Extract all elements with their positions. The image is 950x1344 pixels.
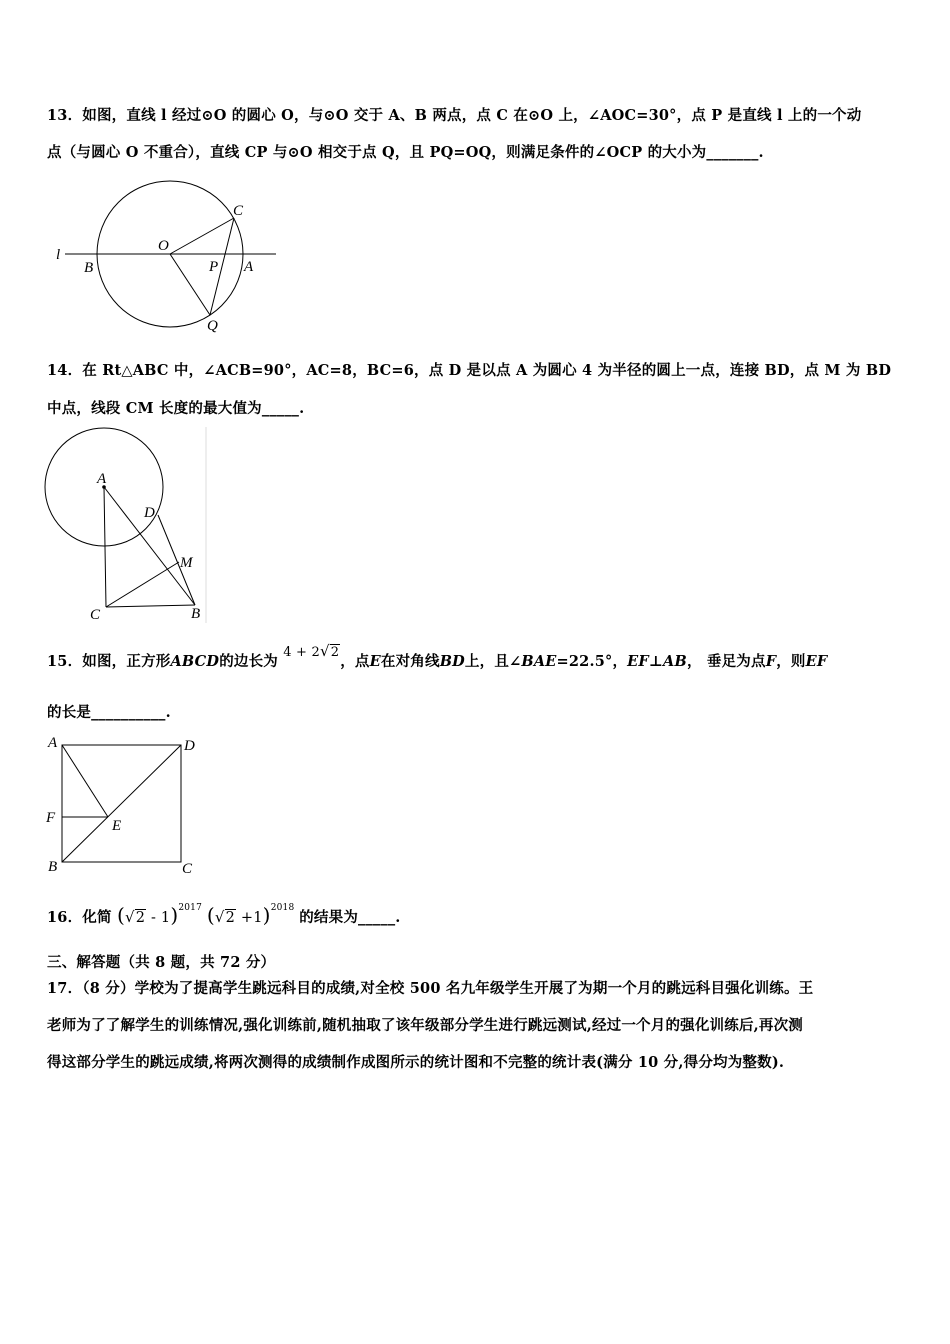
q13-segment-oq <box>170 254 210 315</box>
q13-line2: 点（与圆心 O 不重合），直线 CP 与⊙O 相交于点 Q，且 PQ=OQ，则满足条件的∠OCP 的大小为_______. <box>47 144 764 161</box>
q15-line2: 的长是__________. <box>47 704 171 721</box>
q17-line3: 得这部分学生的跳远成绩,将两次测得的成绩制作成图所示的统计图和不完整的统计表(满分 10 分,得分均为整数). <box>47 1054 785 1071</box>
q14-line2: 中点，线段 CM 长度的最大值为_____. <box>47 400 305 417</box>
q13-figure <box>50 178 290 338</box>
q15-label-d: D <box>184 738 195 754</box>
q17-line1: 17．（8 分）学校为了提高学生跳远科目的成绩,对全校 500 名九年级学生开展了为期一个月的跳远科目强化训练。王 <box>47 980 814 997</box>
q14-label-c: C <box>90 607 101 623</box>
q16-line: 16．化简 (√2 - 1)$^{2017}$ $(√2 +1)^{2018}$ 的结果为_____. <box>47 903 401 927</box>
q17-line2: 老师为了了解学生的训练情况,强化训练前,随机抽取了该年级部分学生进行跳远测试,经过一个月的强化训练后,再次测 <box>47 1017 803 1034</box>
q13-label-p: P <box>209 259 219 275</box>
q15-label-f: F <box>46 810 56 826</box>
q14-label-a: A <box>97 471 107 487</box>
q13-label-b: B <box>84 260 94 276</box>
q14-segment-ac <box>104 487 106 607</box>
q15-segment-ae <box>62 745 108 817</box>
q13-label-l: l <box>56 247 61 263</box>
q14-segment-cb <box>106 605 195 607</box>
q14-segment-cm <box>106 562 179 607</box>
q15-label-b: B <box>48 859 58 875</box>
q14-label-d: D <box>144 505 155 521</box>
q13-line1: 13．如图，直线 l 经过⊙O 的圆心 O，与⊙O 交于 A、B 两点，点 C 在⊙O 上，∠AOC=30°，点 P 是直线 l 上的一个动 <box>47 107 862 124</box>
q15-label-e: E <box>112 818 122 834</box>
q13-label-q: Q <box>207 318 218 334</box>
q14-label-b: B <box>191 606 201 622</box>
q15-label-a: A <box>48 735 58 751</box>
q15-square-name: ABCD <box>170 653 220 670</box>
q13-label-o: O <box>158 238 169 254</box>
q15-line1: 15．如图，正方形ABCD的边长为 4 + 2√2，点E在对角线BD上，且∠BAE=22.5°，EF⊥AB， 垂足为点F，则EF <box>47 642 828 670</box>
q15-figure <box>40 733 205 878</box>
q14-figure <box>40 425 215 625</box>
q15-label-c: C <box>182 861 193 877</box>
q16-expression: (√2 - 1)$^{2017}$ $(√2 +1)^{2018}$ <box>116 903 295 927</box>
q14-label-m: M <box>180 555 193 571</box>
q14-line1: 14．在 Rt△ABC 中，∠ACB=90°，AC=8，BC=6，点 D 是以点 A 为圆心 4 为半径的圆上一点，连接 BD，点 M 为 BD <box>47 362 892 379</box>
q13-label-a: A <box>244 259 254 275</box>
q15-side-length: 4 + 2√2 <box>283 642 340 660</box>
section-heading: 三、解答题（共 8 题，共 72 分） <box>47 954 276 971</box>
q13-label-c: C <box>233 203 244 219</box>
q15-diagonal-bd <box>62 745 181 862</box>
q13-segment-oc <box>170 218 234 254</box>
